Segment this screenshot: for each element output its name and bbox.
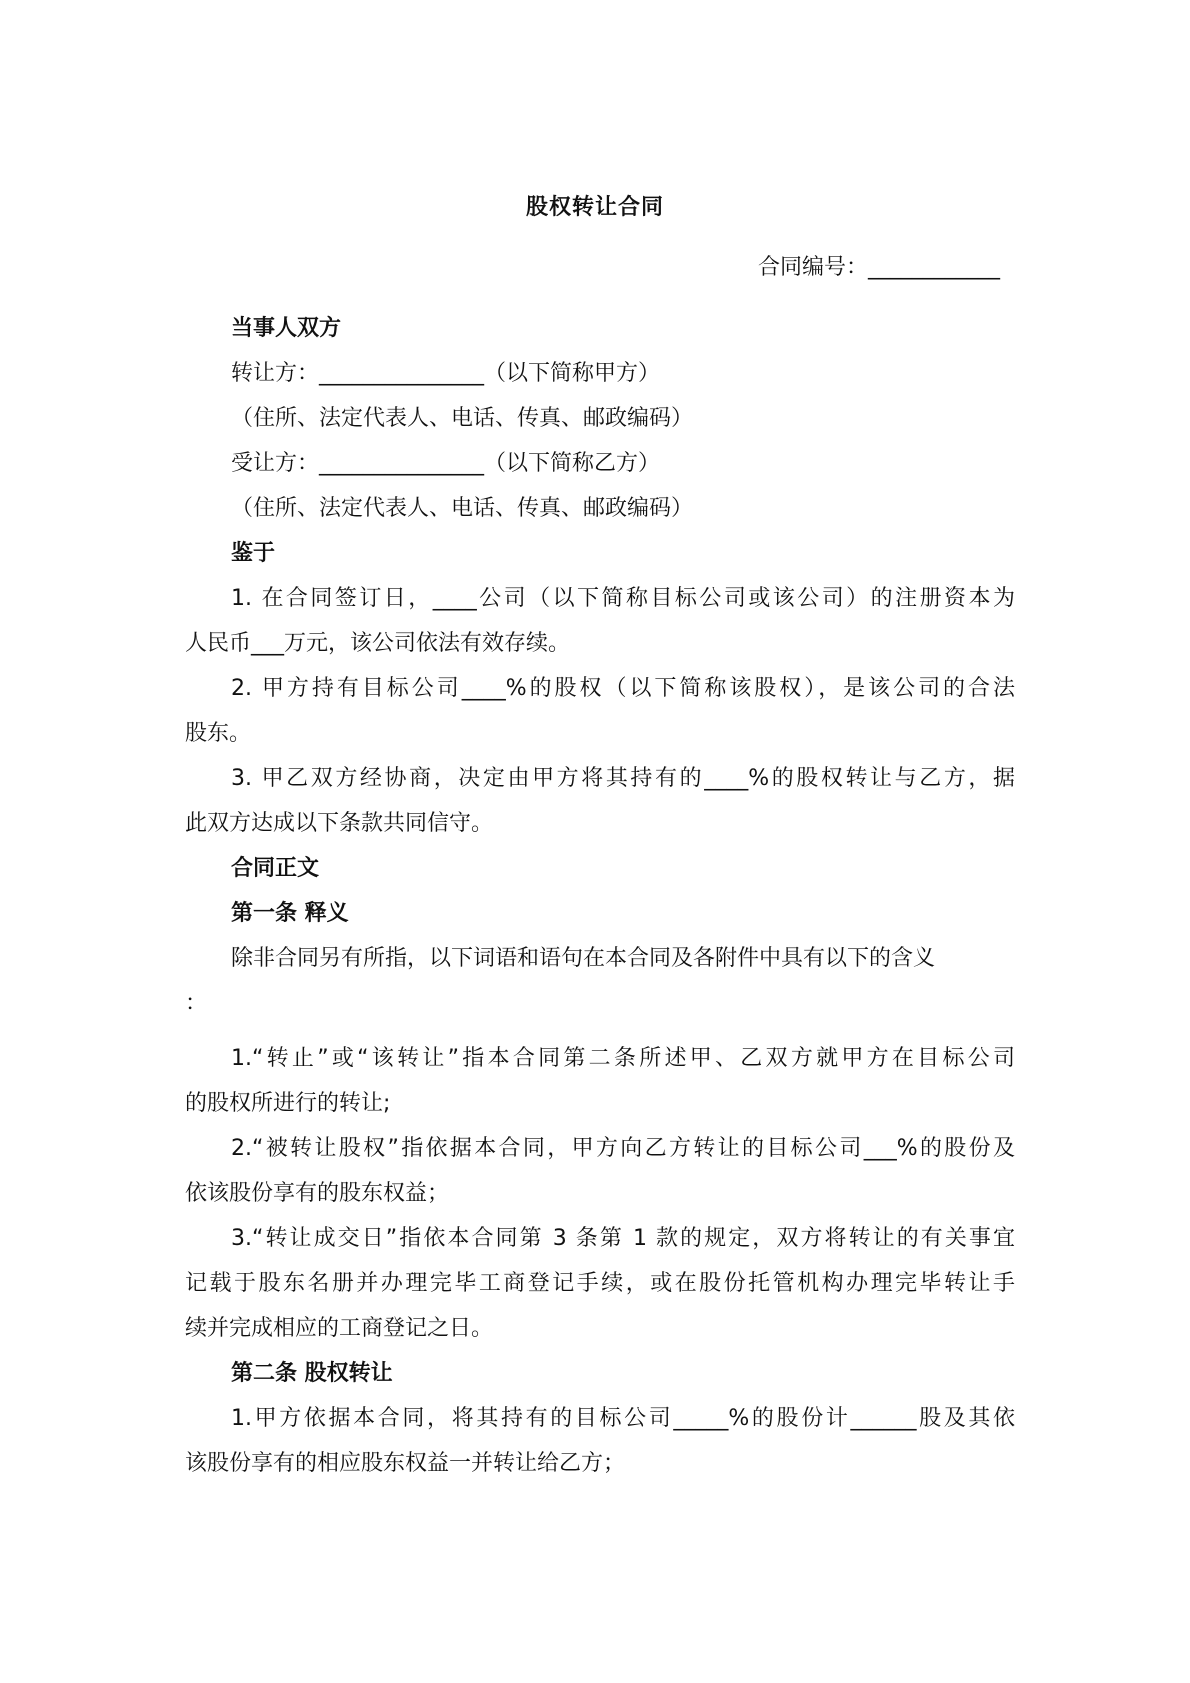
paragraph-line: 人民币___万元，该公司依法有效存续。 (185, 631, 571, 656)
article-heading-1: 第一条 释义 (231, 901, 349, 926)
transferee-details: （住所、法定代表人、电话、传真、邮政编码） (231, 496, 694, 521)
paragraph-line: 1. 在合同签订日，____公司（以下简称目标公司或该公司）的注册资本为 (231, 586, 1015, 611)
paragraph-line: 股东。 (185, 721, 252, 746)
section-heading-body: 合同正文 (231, 856, 320, 881)
section-heading-whereas: 鉴于 (231, 541, 276, 566)
article-heading-2: 第二条 股权转让 (231, 1361, 393, 1386)
spacer (185, 1026, 1015, 1036)
paragraph-line: 此双方达成以下条款共同信守。 (185, 811, 494, 836)
section-heading-parties: 当事人双方 (231, 316, 342, 341)
transferor-line: 转让方：_______________（以下简称甲方） (231, 361, 661, 386)
paragraph-line: 除非合同另有所指，以下词语和语句在本合同及各附件中具有以下的含义 (231, 946, 936, 971)
paragraph-line: 2. 甲方持有目标公司____%的股权（以下简称该股权），是该公司的合法 (231, 676, 1015, 701)
paragraph-line: 该股份享有的相应股东权益一并转让给乙方； (185, 1451, 626, 1476)
transferor-details: （住所、法定代表人、电话、传真、邮政编码） (231, 406, 694, 431)
paragraph-line: 续并完成相应的工商登记之日。 (185, 1316, 494, 1341)
paragraph-line: 3.“转让成交日”指依本合同第 3 条第 1 款的规定，双方将转让的有关事宜 (231, 1226, 1015, 1251)
document-title: 股权转让合同 (525, 195, 664, 220)
paragraph-line: 依该股份享有的股东权益； (185, 1181, 450, 1206)
paragraph-line: 1.“转止”或“该转让”指本合同第二条所述甲、乙双方就甲方在目标公司 (231, 1046, 1015, 1071)
paragraph-line: 记载于股东名册并办理完毕工商登记手续，或在股份托管机构办理完毕转让手 (185, 1271, 1015, 1296)
paragraph-line: 的股权所进行的转让; (185, 1091, 391, 1116)
transferee-line: 受让方：_______________（以下简称乙方） (231, 451, 661, 476)
paragraph-line: 2.“被转让股权”指依据本合同，甲方向乙方转让的目标公司___%的股份及 (231, 1136, 1015, 1161)
paragraph-line: 1.甲方依据本合同，将其持有的目标公司_____%的股份计______股及其依 (231, 1406, 1015, 1431)
paragraph-line: ： (185, 991, 208, 1016)
contract-number: 合同编号：____________ (757, 255, 1000, 280)
document-body (185, 306, 1015, 1486)
paragraph-line: 3. 甲乙双方经协商，决定由甲方将其持有的____%的股权转让与乙方，据 (231, 766, 1015, 791)
